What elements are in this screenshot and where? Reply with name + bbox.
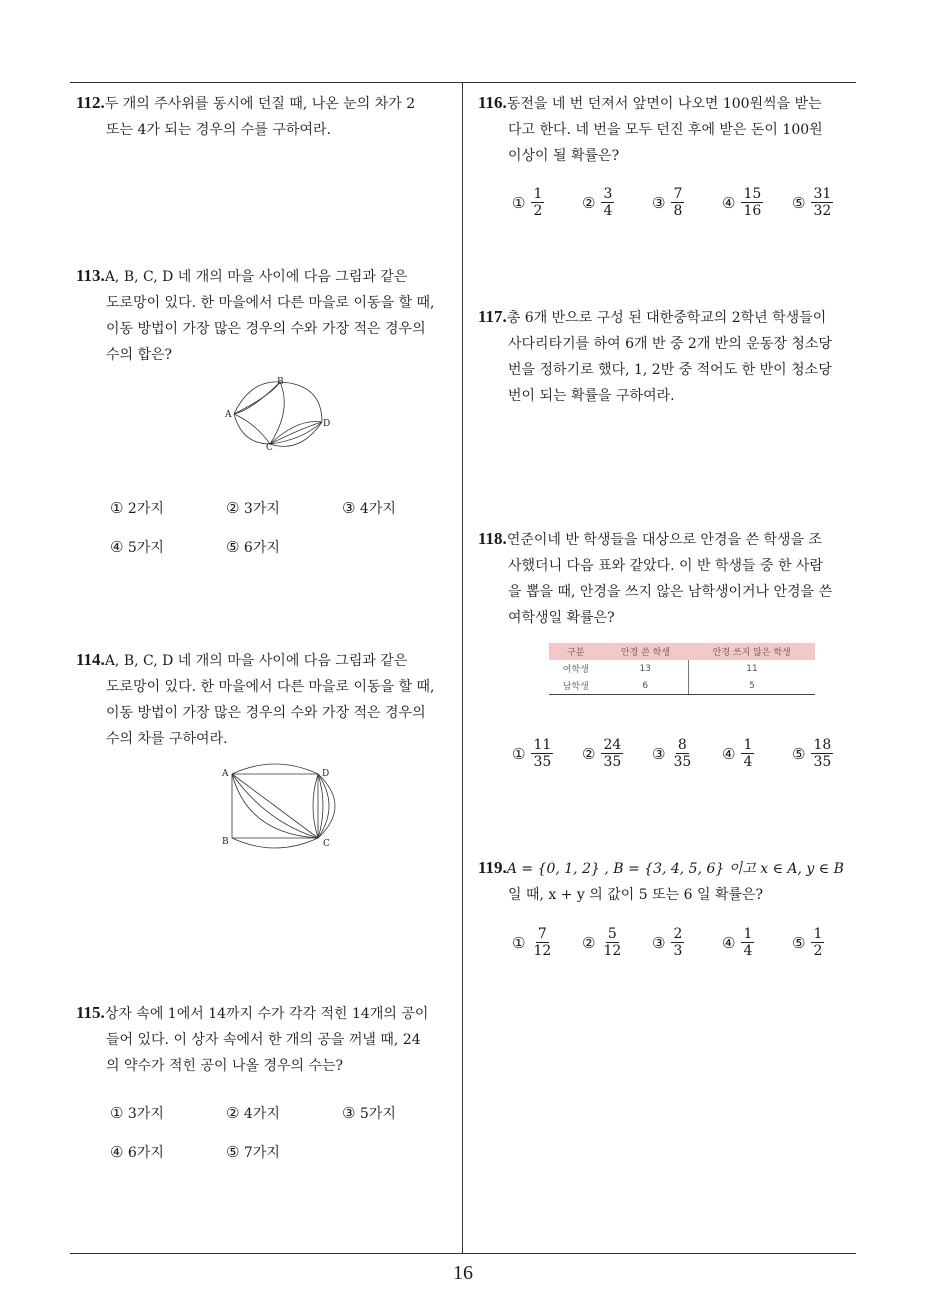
question-text: 두 개의 주사위를 동시에 던질 때, 나온 눈의 차가 2: [104, 96, 416, 112]
question-number: 119.: [478, 858, 507, 877]
figure-label: A: [225, 410, 232, 420]
question-text: 도로망이 있다. 한 마을에서 다른 마을로 이동을 할 때,: [106, 295, 435, 311]
choice-5[interactable]: ⑤ $\frac{1}{2}$: [792, 926, 823, 959]
question-text: 사다리타기를 하여 6개 반 중 2개 반의 운동장 청소당: [508, 336, 832, 352]
question-text: 의 약수가 적힌 공이 나올 경우의 수는?: [106, 1058, 344, 1074]
question-text: A = {0, 1, 2} , B = {3, 4, 5, 6} 이고 x ∈ A, y ∈ B: [506, 861, 844, 877]
question-112: [76, 90, 460, 143]
choice-1[interactable]: ① $\frac{1}{2}$: [512, 186, 543, 219]
question-text: 이동 방법이 가장 많은 경우의 수와 가장 적은 경우의: [106, 321, 426, 337]
question-117: [478, 304, 862, 409]
choice-2[interactable]: ② $\frac{3}{4}$: [582, 186, 613, 219]
choice-1[interactable]: ① 2가지: [110, 499, 164, 517]
choice-1[interactable]: ① $\frac{7}{12}$: [512, 926, 552, 959]
table-cell: 13: [602, 660, 688, 677]
question-text: A, B, C, D 네 개의 마을 사이에 다음 그림과 같은: [104, 269, 408, 285]
table-cell: 5: [688, 677, 815, 695]
road-network-figure-114: [218, 762, 348, 852]
question-text: 연준이네 반 학생들을 대상으로 안경을 쓴 학생을 조: [506, 532, 822, 548]
choice-3[interactable]: ③ 4가지: [342, 499, 396, 517]
question-number: 115.: [76, 1003, 105, 1022]
question-text: 번을 정하기로 했다, 1, 2반 중 적어도 한 반이 청소당: [508, 362, 832, 378]
table-header: 안경 쓰지 않은 학생: [688, 643, 815, 660]
question-115: [76, 1000, 460, 1079]
question-119: [478, 855, 862, 908]
question-text: 다고 한다. 네 번을 모두 던진 후에 받은 돈이 100원: [508, 122, 823, 138]
question-text: 또는 4가 되는 경우의 수를 구하여라.: [106, 122, 331, 138]
question-number: 114.: [76, 650, 105, 669]
survey-table: [549, 643, 815, 695]
question-text: 을 뽑을 때, 안경을 쓰지 않은 남학생이거나 안경을 쓴: [508, 584, 833, 600]
question-text: A, B, C, D 네 개의 마을 사이에 다음 그림과 같은: [104, 653, 408, 669]
question-number: 118.: [478, 529, 507, 548]
table-header: 안경 쓴 학생: [602, 643, 688, 660]
question-118: [478, 526, 862, 631]
choice-3[interactable]: ③ 5가지: [342, 1104, 396, 1122]
choice-5[interactable]: ⑤ 7가지: [226, 1143, 280, 1161]
question-text: 도로망이 있다. 한 마을에서 다른 마을로 이동을 할 때,: [106, 679, 435, 695]
question-text: 총 6개 반으로 구성 된 대한중학교의 2학년 학생들이: [506, 310, 827, 326]
choice-2[interactable]: ② $\frac{24}{35}$: [582, 737, 622, 770]
question-text: 이상이 될 확률은?: [508, 148, 620, 164]
choice-4[interactable]: ④ $\frac{1}{4}$: [722, 926, 753, 959]
question-113: [76, 263, 460, 368]
table-cell: 남학생: [549, 677, 602, 695]
choice-4[interactable]: ④ 6가지: [110, 1143, 164, 1161]
table-row: [549, 677, 815, 695]
question-114: [76, 647, 460, 752]
figure-label: B: [277, 377, 284, 387]
question-number: 117.: [478, 307, 507, 326]
figure-label: D: [322, 769, 330, 779]
question-text: 수의 합은?: [106, 347, 173, 363]
table-cell: 11: [746, 663, 758, 674]
question-text: 일 때, x + y 의 값이 5 또는 6 일 확률은?: [508, 887, 764, 903]
choice-3[interactable]: ③ $\frac{7}{8}$: [652, 186, 683, 219]
table-header-row: [549, 643, 815, 660]
page-number: 16: [453, 1262, 473, 1284]
choice-5[interactable]: ⑤ $\frac{18}{35}$: [792, 737, 832, 770]
figure-label: C: [266, 443, 273, 452]
choice-2[interactable]: ② 4가지: [226, 1104, 280, 1122]
figure-label: D: [323, 419, 331, 429]
choice-4[interactable]: ④ 5가지: [110, 538, 164, 556]
question-116: [478, 90, 862, 169]
question-text: 수의 차를 구하여라.: [106, 731, 228, 747]
choice-2[interactable]: ② $\frac{5}{12}$: [582, 926, 622, 959]
question-number: 112.: [76, 93, 105, 112]
choice-3[interactable]: ③ $\frac{2}{3}$: [652, 926, 683, 959]
question-text: 여학생일 확률은?: [508, 610, 615, 626]
road-network-figure-113: [222, 374, 336, 452]
bottom-rule: [70, 1253, 856, 1254]
table-cell: 6: [602, 677, 688, 695]
choice-1[interactable]: ① $\frac{11}{35}$: [512, 737, 552, 770]
choice-5[interactable]: ⑤ 6가지: [226, 538, 280, 556]
question-number: 113.: [76, 266, 105, 285]
figure-label: A: [222, 769, 229, 779]
choice-3[interactable]: ③ $\frac{8}{35}$: [652, 737, 692, 770]
question-text: 이동 방법이 가장 많은 경우의 수와 가장 적은 경우의: [106, 705, 426, 721]
question-text: 사했더니 다음 표와 같았다. 이 반 학생들 중 한 사람: [508, 558, 823, 574]
choice-1[interactable]: ① 3가지: [110, 1104, 164, 1122]
question-text: 동전을 네 번 던져서 앞면이 나오면 100원씩을 받는: [506, 96, 822, 112]
choice-4[interactable]: ④ $\frac{1}{4}$: [722, 737, 753, 770]
column-divider: [462, 82, 463, 1254]
question-text: 상자 속에 1에서 14까지 수가 각각 적힌 14개의 공이: [104, 1006, 429, 1022]
figure-label: C: [323, 839, 330, 849]
table-row: [549, 660, 815, 677]
table-header: 구분: [549, 643, 602, 660]
question-number: 116.: [478, 93, 507, 112]
table-cell: 여학생: [562, 665, 589, 675]
top-rule: [70, 82, 856, 83]
figure-label: B: [222, 837, 229, 847]
question-text: 들어 있다. 이 상자 속에서 한 개의 공을 꺼낼 때, 24: [106, 1032, 421, 1048]
choice-5[interactable]: ⑤ $\frac{31}{32}$: [792, 186, 832, 219]
choice-2[interactable]: ② 3가지: [226, 499, 280, 517]
choice-4[interactable]: ④ $\frac{15}{16}$: [722, 186, 762, 219]
question-text: 번이 되는 확률을 구하여라.: [508, 388, 675, 404]
